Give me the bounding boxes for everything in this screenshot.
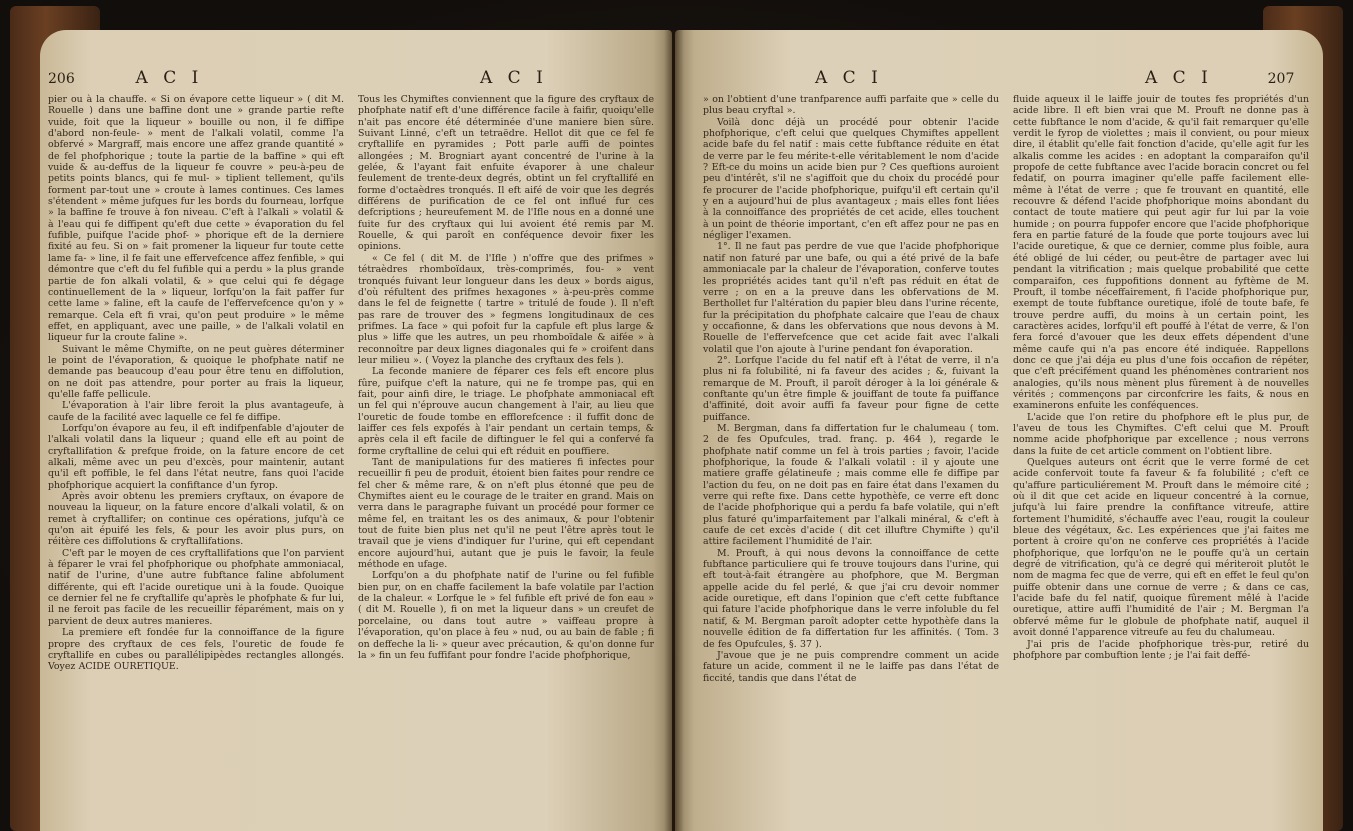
paragraph: M. Prouft, à qui nous devons la connoiffance de cette fubftance particuliere qui fe trouve toujours dans l'urine, qui eft tout-à-fait étrangère au phofphore, que M. Bergman appelle acide du fel perlé, & que j'ai cru devoir nommer acide ouretique, eft dans l'opinion que c'eft cette fubftance qui fature l'acide phofphorique dans le verre infoluble du fel natif, & M. Bergman paroît adopter cette hypothèfe dans la nouvelle édition de fa differtation fur les affinités. ( Tom. 3 de fes Opufcules, §. 37 ). (703, 547, 999, 650)
paragraph: J'avoue que je ne puis comprendre comment un acide fature un acide, comment il ne le laiffe pas dans l'état de ficcité, tandis que dans l'état de (703, 649, 999, 684)
left-header (48, 68, 203, 88)
right-header-term-1: A C I (815, 68, 883, 88)
paragraph: Quelques auteurs ont écrit que le verre formé de cet acide confervoit toute fa faveur & fa folubilité ; c'eft ce qu'affure particuliérement M. Prouft dans le mémoire cité ; où il dit que cet acide en liqueur concentré à la cornue, jufqu'à lui faire prendre la confiftance vitreufe, attire fortement l'humidité, s'échauffe avec l'eau, rougit la couleur bleue des végétaux, &c. Les expériences que j'ai faites me portent à croire qu'on ne conferve ces propriétés à l'acide phofphorique, que lorfqu'on ne le pouffe qu'à un certain degré de vitrification, qu'à ce degré qui mériteroit plutôt le nom de magma fec que de verre, qui eft en effet le feul qu'on puiffe obtenir dans une cornue de verre ; & dans ce cas, l'acide bafe du fel natif, quoique fûrement mêlé à l'acide ouretique, attire auffi l'humidité de l'air ; M. Bergman l'a obfervé même fur le globule de phofphate natif, auquel il avoit donné l'apparence vitreufe au feu du chalumeau. (1013, 457, 1309, 639)
book-gutter (664, 30, 684, 831)
right-page-column-1 (703, 94, 999, 684)
left-page-number: 206 (48, 71, 75, 87)
paragraph: Suivant le même Chymifte, on ne peut guères déterminer le point de l'évaporation, & quoique le phofphate natif ne demande pas beaucoup d'eau pour être tenu en diffolution, on ne doit pas attendre, pour porter au frais la liqueur, qu'elle faffe pellicule. (48, 343, 344, 400)
paragraph: » on l'obtient d'une tranfparence auffi parfaite que » celle du plus beau cryftal ». (703, 94, 999, 117)
paragraph: 2°. Lorfque l'acide du fel natif eft à l'état de verre, il n'a plus ni fa folubilité, ni fa faveur des acides ; &, fuivant la remarque de M. Prouft, il paroît déroger à la loi générale & conftante qu'un être fimple & jouiffant de toute fa puiffance d'affinité, doit avoir auffi fa faveur pour figne de cette puiffance. (703, 354, 999, 423)
paragraph: pier ou à la chauffe. « Si on évapore cette liqueur » ( dit M. Rouelle ) dans une baffine dont une » grande partie refte vuide, foit que la liqueur » bouille ou non, il fe diffipe d'abord non-feule- » ment de l'alkali volatil, comme l'a obfervé » Margraff, mais encore une affez grande quantité » de fel phofphorique ; toute la partie de la baffine » qui eft vuide & au-deffus de la liqueur fe couvre » peu-à-peu de petits points blancs, qui fe mul- » tiplient tellement, qu'ils forment par-tout une » croute à lames continues. Ces lames s'étendent » même jufques fur les bords du fourneau, lorfque » la baffine fe trouve à fon niveau. C'eft à l'alkali » volatil & à l'eau qui fe diffipent qu'eft due cette » évaporation du fel fufible, puifque l'acide phof- » phorique eft de la derniere fixité au feu. Si on » fait promener la liqueur fur toute cette lame fa- » line, il fe fait une effervefcence affez fenfible, » qui démontre que c'eft du fel fufible qui a perdu » la plus grande partie de fon alkali volatil, & » que celui qui fe dégage continuellement de la » liqueur, lorfqu'on la fait paffer fur cette lame » faline, eft la caufe de l'effervefcence qu'on y » remarque. Cela eft fi vrai, qu'on peut produire » le même effet, en appliquant, avec une paille, » de l'alkali volatil en liqueur fur la croute faline ». (48, 94, 344, 344)
paragraph: « Ce fel ( dit M. de l'Ifle ) n'offre que des prifmes » tétraèdres rhomboïdaux, très-comprimés, fou- » vent tronqués fuivant leur longueur dans les deux » bords aigus, d'où réfultent des prifmes hexagones » à-peu-près comme dans le fel de feignette ( tartre » tritulé de foude ). Il n'eft pas rare de trouver des » fegmens longitudinaux de ces prifmes. La face » qui pofoit fur la capfule eft plus large & plus » liffe que les autres, un peu rhomboïdale & aifée » à reconnoître par deux lignes diagonales qui fe » croifent dans leur milieu ». ( Voyez la planche des cryftaux des fels ). (358, 252, 654, 366)
paragraph: 1°. Il ne faut pas perdre de vue que l'acide phofphorique natif non faturé par une bafe, ou qui a été privé de la bafe ammoniacale par la chaleur de l'évaporation, conferve toutes les propriétés acides tant qu'il n'eft pas réduit en état de verre ; on en a la preuve dans les obfervations de M. Berthollet fur l'altération du papier bleu dans l'urine récente, fur la précipitation du phofphate calcaire que l'eau de chaux y occafionne, & dans les obfervations que nous devons à M. Rouelle de l'effervefcence que cet acide fait avec l'alkali volatil que l'on ajoute à l'urine pendant fon évaporation. (703, 241, 999, 355)
paragraph: La feconde maniere de féparer ces fels eft encore plus fûre, puifque c'eft la nature, qui ne fe trompe pas, qui en fait, pour ainfi dire, le triage. Le phofphate ammoniacal eft un fel qui n'éprouve aucun changement à l'air, au lieu que l'ouretic de foude tombe en efflorefcence : il fuffit donc de laiffer ces fels expofés à l'air pendant un certain temps, & après cela il eft facile de diftinguer le fel qui a confervé fa forme cryftalline de celui qui eft réduit en pouffiere. (358, 366, 654, 457)
left-page-column-1 (48, 94, 344, 673)
paragraph: fluide aqueux il le laiffe jouir de toutes fes propriétés d'un acide libre. Il eft bien vrai que M. Prouft ne donne pas à cette fubftance le nom d'acide, & qu'il fait remarquer qu'elle verdit le fyrop de violettes ; mais il convient, ou pour mieux dire, il établit qu'elle fait fonction d'acide, qu'elle agit fur les alkalis comme les acides : en adoptant la comparaifon qu'il propofe de cette fubftance avec l'acide boracin concret ou fel fedatif, on pourra imaginer qu'elle paffe facilement elle-même à l'état de verre ; que fe trouvant en quantité, elle recouvre & défend l'acide phofphorique moins abondant du contact de toute matiere qui peut agir fur lui par la voie humide ; on pourra fuppofer encore que l'acide phofphorique fera en partie faturé de la foude que porte toujours avec lui l'acide ouretique, & que ce dernier, comme plus foible, aura été obligé de lui céder, ou peut-être de partager avec lui pendant la vitrification ; mais quelque probabilité que cette comparaifon, ces fuppofitions donnent au fyftème de M. Prouft, il tombe néceffairement, fi l'acide phofphorique pur, exempt de toute fubftance ouretique, ifolé de toute bafe, fe trouve perdre auffi, du moins à un certain point, les caractères acides, lorfqu'il eft pouffé à l'état de verre, & l'on fera forcé d'avouer que les deux effets dépendent d'une même caufe qui n'a pas encore été indiquée. Rappellons donc ce que j'ai déja eu plus d'une fois occafion de répéter, que c'eft précifément quand les phénomènes contrarient nos analogies, qu'ils nous mènent plus fûrement à de nouvelles vérités ; commençons par circonfcrire les faits, & nous en examinerons enfuite les conféquences. (1013, 94, 1309, 412)
paragraph: Lorfqu'on évapore au feu, il eft indifpenfable d'ajouter de l'alkali volatil dans la liqueur ; quand elle eft au point de cryftallifation & prefque froide, on la fature encore de cet alkali, même avec un peu d'excès, pour maintenir, autant qu'il eft poffible, le fel dans l'état neutre, fans quoi l'acide phofphorique acquiert la confiftance d'un fyrop. (48, 422, 344, 491)
paragraph: C'eft par le moyen de ces cryftallifations que l'on parvient à féparer le vrai fel phofphorique ou phofphate ammoniacal, natif de l'urine, d'une autre fubftance faline abfolument différente, qui eft l'acide ouretique uni à la foude. Quoique ce dernier fel ne fe cryftallife qu'après le phofphate & fur lui, il ne feroit pas facile de les recueillir féparément, mais on y parvient de deux autres manieres. (48, 547, 344, 627)
paragraph: L'évaporation à l'air libre feroit la plus avantageufe, à caufe de la facilité avec laquelle ce fel fe diffipe. (48, 400, 344, 423)
left-page (40, 30, 672, 831)
paragraph: M. Bergman, dans fa differtation fur le chalumeau ( tom. 2 de fes Opufcules, trad. franç. p. 464 ), regarde le phofphate natif comme un fel à trois parties ; favoir, l'acide phofphorique, la foude & l'alkali volatil : il y ajoute une matiere graffe gélatineufe ; mais comme elle fe diffipe par l'action du feu, on ne doit pas en faire état dans l'examen du verre qui refte fixe. Dans cette hypothèfe, ce verre eft donc de l'acide phofphorique qui a perdu fa bafe volatile, qui n'eft plus faturé qu'imparfaitement par l'alkali minéral, & c'eft à caufe de cet excès d'acide ( dit cet illuftre Chymifte ) qu'il attire facilement l'humidité de l'air. (703, 422, 999, 548)
right-page-number: 207 (1267, 71, 1295, 87)
paragraph: Voilà donc déjà un procédé pour obtenir l'acide phofphorique, c'eft celui que quelques Chymiftes appellent acide bafe du fel natif : mais cette fubftance réduite en état de verre par le feu mérite-t-elle véritablement le nom d'acide ? Eft-ce du moins un acide bien pur ? Ces queftions auroient peu d'intérêt, s'il ne s'agiffoit que du choix du procédé pour fe procurer de l'acide phofphorique, puifqu'il eft certain qu'il y en a aujourd'hui de plus avantageux ; mais elles font liées à la connoiffance des propriétés de cet acide, elles touchent à un point de théorie important, c'en eft affez pour ne pas en négliger l'examen. (703, 116, 999, 242)
right-page-column-2 (1013, 94, 1309, 661)
left-page-column-2 (358, 94, 654, 661)
left-header-term-1: A C I (135, 68, 204, 88)
paragraph: La premiere eft fondée fur la connoiffance de la figure propre des cryftaux de ces fels, l'ouretic de foude fe cryftallife en cubes ou parallélipipèdes rectangles allongés. Voyez ACIDE OURETIQUE. (48, 627, 344, 673)
paragraph: Après avoir obtenu les premiers cryftaux, on évapore de nouveau la liqueur, on la fature encore d'alkali volatil, & on remet à cryftallifer; on continue ces opérations, jufqu'à ce qu'on ait épuifé les fels, & pour les avoir plus purs, on réitère ces diffolutions & cryftallifations. (48, 491, 344, 548)
right-header (1145, 68, 1294, 88)
paragraph: Tant de manipulations fur des matieres fi infectes pour recueillir fi peu de produit, étoient bien faites pour rendre ce fel cher & même rare, & on n'eft plus étonné que peu de Chymiftes aient eu le courage de le traiter en grand. Mais on verra dans le paragraphe fuivant un procédé pour former ce même fel, en traitant les os des animaux, & pour l'obtenir tout de fuite bien plus net qu'il ne peut l'être après tout le travail que je viens d'indiquer fur l'urine, qui eft cependant encore aujourd'hui, autant que je puis le favoir, la feule méthode en ufage. (358, 457, 654, 571)
left-header-term-2: A C I (480, 68, 548, 88)
right-header-term-2: A C I (1145, 68, 1213, 88)
paragraph: Lorfqu'on a du phofphate natif de l'urine ou fel fufible bien pur, on en chaffe facilement la bafe volatile par l'action de la chaleur. « Lorfque le » fel fufible eft privé de fon eau » ( dit M. Rouelle ), fi on met la liqueur dans » un creufet de porcelaine, ou dans tout autre » vaiffeau propre à l'évaporation, qu'on place à feu » nud, ou au bain de fable ; fi on deffeche la li- » queur avec précaution, & qu'on donne fur la » fin un feu fuffifant pour fondre l'acide phofphorique, (358, 570, 654, 661)
paragraph: J'ai pris de l'acide phofphorique très-pur, retiré du phofphore par combuftion lente ; je l'ai fait deffé- (1013, 638, 1309, 661)
right-page (675, 30, 1323, 831)
paragraph: Tous les Chymiftes conviennent que la figure des cryftaux de phofphate natif eft d'une différence facile à faifir, quoiqu'elle n'ait pas encore été déterminée d'une maniere bien sûre. Suivant Linné, c'eft un tetraëdre. Hellot dit que ce fel fe cryftallife en pyramides ; Pott parle auffi de pointes allongées ; M. Brogniart ayant concentré de l'urine à la gelée, & l'ayant fait enfuite évaporer à une chaleur feulement de trente-deux degrés, obtint un fel cryftallifé en forme d'octaèdres tronqués. Il eft aifé de voir que les degrés différens de purification de ce fel ont influé fur ces defcriptions ; heureufement M. de l'Ifle nous en a donné une fuite fur des cryftaux qui lui avoient été remis par M. Rouelle, & qui paroît en conféquence devoir fixer les opinions. (358, 94, 654, 253)
paragraph: L'acide que l'on retire du phofphore eft le plus pur, de l'aveu de tous les Chymiftes. C'eft celui que M. Prouft nomme acide phofphorique par excellence ; nous verrons dans la fuite de cet article comment on l'obtient libre. (1013, 411, 1309, 457)
